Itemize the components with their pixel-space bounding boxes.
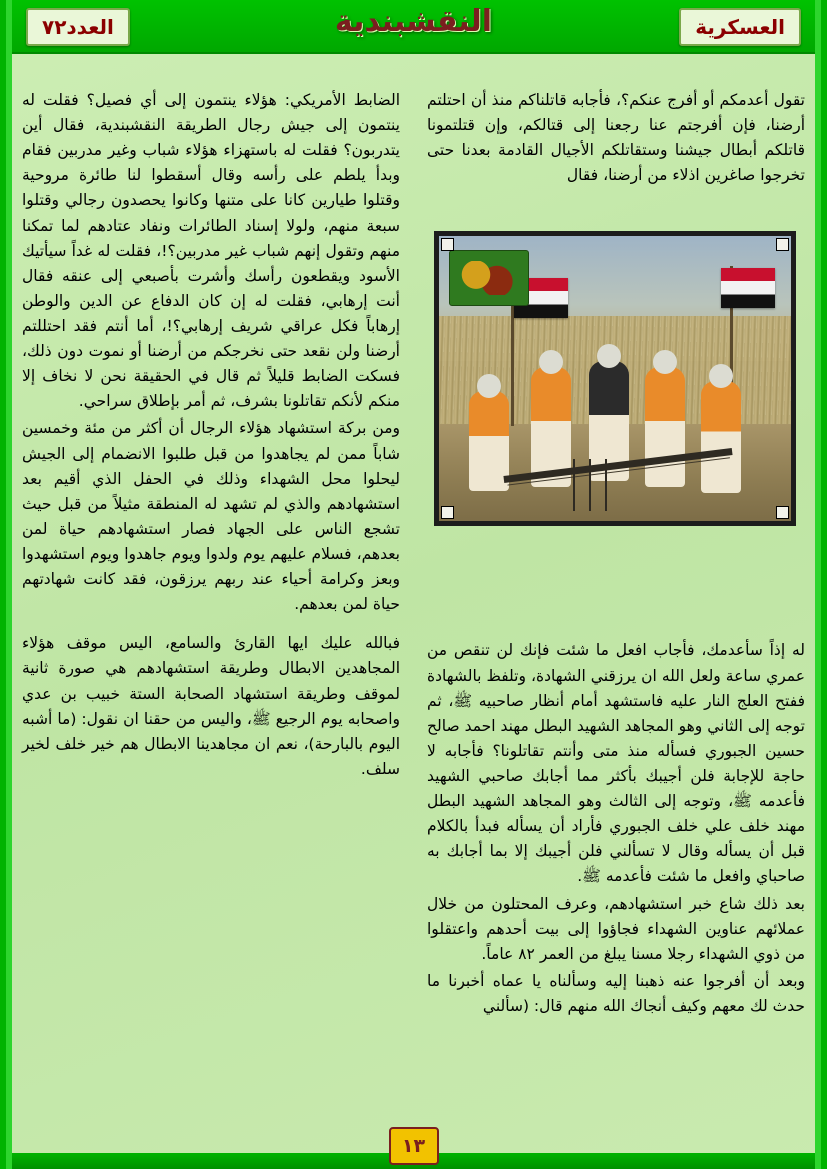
emblem-badge (449, 250, 529, 306)
paragraph: الضابط الأمريكي: هؤلاء ينتمون إلى أي فصيل؟ فقلت له ينتمون إلى جيش رجال الطريقة النقشبندية، فقال أين يتدربون؟ فقلت له باستهزاء هؤلاء شباب وغير مدربين فقام وبدأ يلطم على رأسه وقال أسقطوا لنا طائرة مروحية وقتلوا طيارين كانا على متنها وكانوا يحصدون رجالي وقتلوا سبعة منهم، ولولا إسناد الطائرات ونفاد عتادهم لما تمكنا منهم وتقول إنهم شباب غير مدربين؟!، فقلت له غداً سيأتيك الأسود ويقطعون رأسك وأشرت بأصبعي إلى عنقه فقال أنت إرهابي، فقلت له إن كان الدفاع عن الدين والوطن إرهاباً فكل عراقي شريف إرهابي؟!، أما أنتم فقد احتللتم أرضنا ولن نقعد حتى نخرجكم من أرضنا أو نموت دون ذلك، فسكت الضابط قليلاً ثم قال في الحقيقة نحن لا نخاف إلا منكم لأنكم تقاتلونا بشرف، ثم أمر بإطلاق سراحي. (22, 91, 400, 411)
paragraph: له إذاً سأعدمك، فأجاب افعل ما شئت فإنك لن تنقص من عمري ساعة ولعل الله ان يرزقني الشهادة، وتلفظ بالشهادة ففتح العلج النار عليه فاستشهد أمام أنظار صاحبيه ﷺ، ثم توجه إلى الثاني وهو المجاهد الشهيد البطل مهند احمد صالح حسين الجبوري فسأله منذ متى وأنتم تقاتلونا؟ فأجابه لا حاجة للإجابة فلن أجيبك بأكثر مما أجابك صاحبي الشهيد فأعدمه ﷺ، وتوجه إلى الثالث وهو المجاهد الشهيد البطل مهند خلف علي خلف الجبوري فأراد أن يسأله فبدأ بالكلام قبل أن يسأله وقال لا تسألني فلن أجيبك إلا بما أجابك به صاحباي وافعل ما شئت فأعدمه ﷺ. (427, 641, 805, 886)
fighter-figure (701, 381, 741, 493)
article-photo (434, 231, 796, 526)
fighter-figure (645, 367, 685, 487)
column-right (427, 88, 805, 1021)
magazine-title: النقشبندية (334, 4, 493, 39)
photo-corner-marker (441, 238, 454, 251)
tripod-graphic (589, 459, 591, 511)
photo-corner-marker (441, 506, 454, 519)
paragraph: تقول أعدمكم أو أفرج عنكم؟، فأجابه قاتلناكم منذ أن احتلتم أرضنا، فإن أفرجتم عنا رجعنا إلى قتالكم، وإن قتلتمونا قاتلكم أبطال جيشنا وستقاتلكم الأجيال القادمة بعدنا حتى تخرجوا صاغرين اذلاء من أرضنا، فقال (427, 91, 805, 185)
paragraph: فبالله عليك ايها القارئ والسامع، اليس موقف هؤلاء المجاهدين الابطال وطريقة استشهادهم هي صورة ثانية لموقف وطريقة استشهاد الصحابة الستة خبيب بن عدي واصحابه يوم الرجيع ﷺ، واليس من حقنا ان نقول: (ما أشبه اليوم بالبارحة)، نعم ان مجاهدينا الابطال هم خير خلف لخير سلف. (22, 634, 400, 778)
photo-corner-marker (776, 238, 789, 251)
paragraph-gap (22, 619, 400, 631)
issue-number-label: العدد٧٢ (42, 15, 114, 39)
flag-right (721, 268, 775, 308)
page-header (12, 0, 815, 54)
paragraph: ومن بركة استشهاد هؤلاء الرجال أن أكثر من مئة وخمسين شاباً ممن لم يجاهدوا من قبل طلبوا الانضمام إلى الجيش ليحلوا محل الشهداء وذلك في الحفل الذي أقيم بعد استشهادهم والذي لم تشهد له المنطقة مثيلاً من قبل حيث تشجع الناس على الجهاد فصار استشهادهم حياة لمن بعدهم، فسلام عليهم يوم ولدوا ويوم جاهدوا ويوم استشهدوا وبعز وكرامة أحياء عند ربهم يرزقون، فقد كانت شهادتهم حياة لمن بعدهم. (22, 419, 400, 614)
page-number-label: ١٣ (401, 1135, 426, 1157)
photo-corner-marker (776, 506, 789, 519)
section-badge (679, 8, 801, 46)
paragraph: بعد ذلك شاع خبر استشهادهم، وعرف المحتلون من خلال عملائهم عناوين الشهداء فجاؤوا إلى بيت أحدهم واعتقلوا من ذوي الشهداء رجلا مسنا يبلغ من العمر ٨٢ عاماً. (427, 894, 805, 963)
column-left (22, 88, 400, 784)
paragraph: وبعد أن أفرجوا عنه ذهبنا إليه وسألناه يا عماه أخبرنا ما حدث لك معهم وكيف أنجاك الله منهم قال: (سألني (427, 971, 805, 1015)
section-label: العسكرية (695, 15, 785, 39)
page-number-badge (389, 1127, 439, 1165)
